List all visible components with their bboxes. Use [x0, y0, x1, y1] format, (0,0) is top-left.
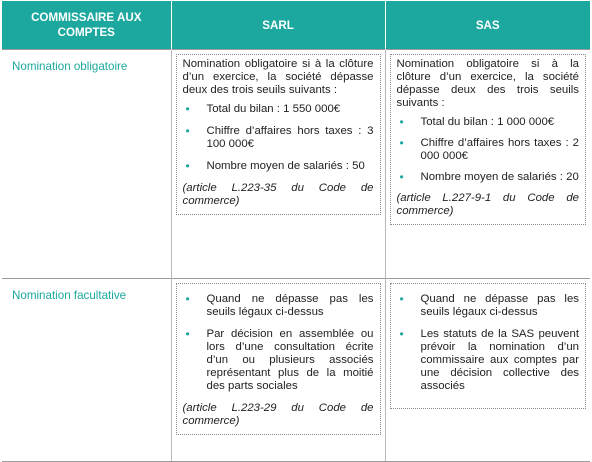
header-sarl: SARL	[171, 1, 385, 50]
list-item-text: Nombre moyen de salariés : 20	[420, 171, 579, 183]
list-item-text: Total du bilan : 1 000 000€	[420, 116, 555, 128]
list-item-text: Quand ne dépasse pas les seuils légaux ci-dessus	[206, 293, 374, 318]
bullet-icon: •	[185, 292, 190, 306]
cell-sas-facultative	[385, 279, 590, 462]
list-item-text: Chiffre d’affaires hors taxes : 3 100 000€	[206, 125, 374, 150]
list-item-text: Les statuts de la SAS peuvent prévoir la nomination d’un commissaire aux comptes par une décision collective des associés	[420, 328, 579, 392]
header-row	[2, 1, 590, 50]
bullet-list	[397, 293, 580, 393]
cell-sarl-facultative	[171, 279, 385, 462]
row-label-facultative: Nomination facultative	[2, 279, 171, 462]
cell-box	[390, 283, 587, 409]
cell-box	[176, 283, 381, 435]
list-item	[183, 125, 374, 151]
list-item	[183, 293, 374, 319]
header-sas: SAS	[385, 1, 590, 50]
article-reference: (article L.223-29 du Code de commerce)	[182, 402, 374, 427]
bullet-icon: •	[185, 102, 190, 116]
bullet-list	[183, 293, 374, 393]
list-item	[397, 293, 580, 319]
header-commissaire: COMMISSAIRE AUX COMPTES	[2, 1, 171, 50]
list-item	[397, 116, 580, 129]
bullet-icon: •	[399, 115, 404, 129]
row-label-obligatoire: Nomination obligatoire	[2, 50, 171, 279]
bullet-icon: •	[185, 159, 190, 173]
comparison-table	[2, 1, 590, 462]
list-item-text: Chiffre d’affaires hors taxes : 2 000 000€	[420, 137, 579, 162]
row-nomination-obligatoire	[2, 50, 590, 279]
intro-text: Nomination obligatoire si à la clôture d’un exercice, la société dépasse deux des trois seuils suivants :	[182, 58, 374, 96]
bullet-icon: •	[399, 170, 404, 184]
bullet-icon: •	[399, 327, 404, 341]
list-item	[397, 328, 580, 393]
bullet-icon: •	[185, 124, 190, 138]
list-item	[183, 328, 374, 393]
intro-text: Nomination obligatoire si à la clôture d’un exercice, la société dépasse deux des trois seuils suivants :	[396, 58, 579, 109]
list-item-text: Par décision en assemblée ou lors d’une consultation écrite d’un ou plusieurs associés représentant plus de la moitié des parts sociales	[206, 328, 374, 392]
cell-sarl-obligatoire	[171, 50, 385, 279]
list-item	[397, 171, 580, 184]
article-reference: (article L.223-35 du Code de commerce)	[182, 182, 374, 207]
bullet-icon: •	[399, 136, 404, 150]
bullet-list	[183, 103, 374, 173]
list-item-text: Quand ne dépasse pas les seuils légaux ci-dessus	[420, 293, 579, 318]
list-item	[397, 137, 580, 163]
list-item	[183, 160, 374, 173]
cell-box	[176, 54, 381, 215]
list-item-text: Nombre moyen de salariés : 50	[206, 160, 365, 172]
row-nomination-facultative	[2, 279, 590, 462]
article-reference: (article L.227-9-1 du Code de commerce)	[396, 192, 579, 217]
bullet-icon: •	[399, 292, 404, 306]
cell-sas-obligatoire	[385, 50, 590, 279]
bullet-icon: •	[185, 327, 190, 341]
bullet-list	[397, 116, 580, 184]
cell-box	[390, 54, 587, 225]
list-item	[183, 103, 374, 116]
list-item-text: Total du bilan : 1 550 000€	[206, 103, 341, 115]
